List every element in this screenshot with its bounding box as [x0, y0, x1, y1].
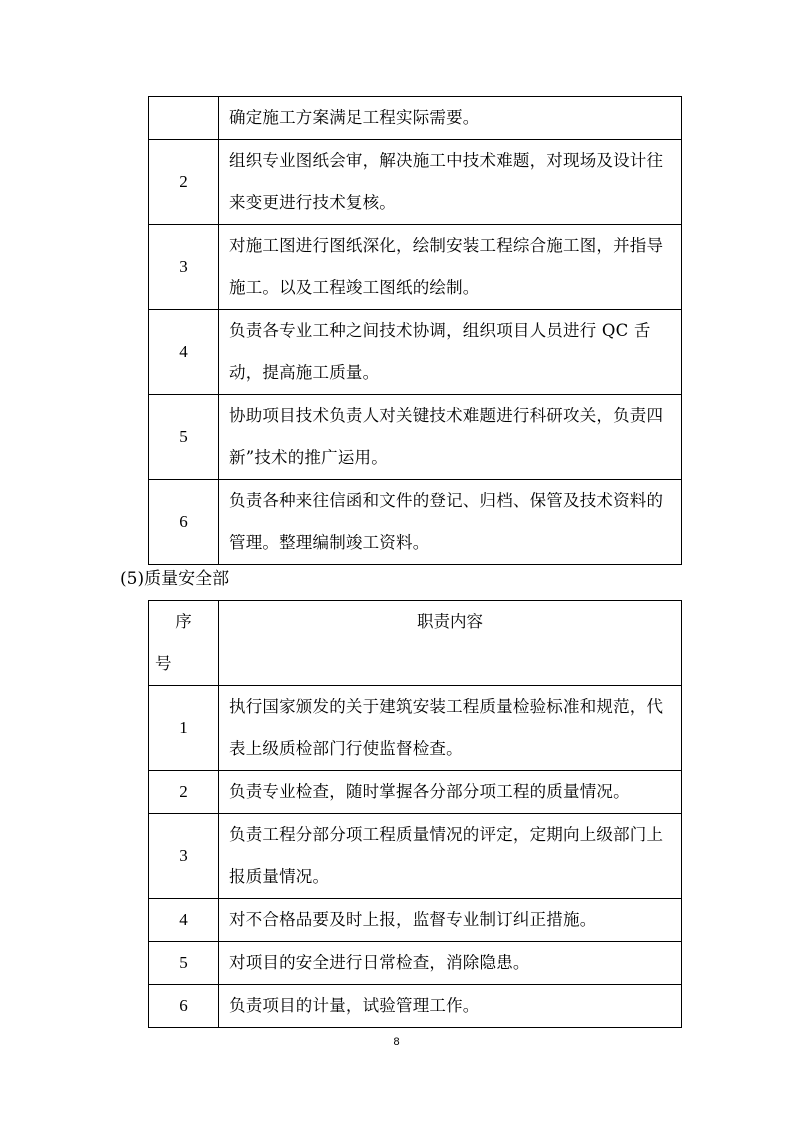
row-number: 5	[149, 942, 219, 985]
row-number: 1	[149, 686, 219, 771]
row-content: 负责项目的计量，试验管理工作。	[219, 985, 682, 1028]
row-number: 3	[149, 225, 219, 310]
row-content: 组织专业图纸会审，解决施工中技术难题，对现场及设计往来变更进行技术复核。	[219, 140, 682, 225]
row-number: 5	[149, 395, 219, 480]
row-content: 负责各种来往信函和文件的登记、归档、保管及技术资料的 管理。整理编制竣工资料。	[219, 480, 682, 565]
row-content: 负责专业检查，随时掌握各分部分项工程的质量情况。	[219, 771, 682, 814]
table-header-row	[149, 601, 682, 686]
row-number: 4	[149, 899, 219, 942]
header-number	[149, 601, 219, 686]
table-row	[149, 225, 682, 310]
row-number	[149, 97, 219, 140]
table-row	[149, 97, 682, 140]
header-number-line2: 号	[155, 654, 172, 673]
table-row	[149, 310, 682, 395]
table-row	[149, 814, 682, 899]
row-content: 负责工程分部分项工程质量情况的评定，定期向上级部门上报质量情况。	[219, 814, 682, 899]
row-number: 3	[149, 814, 219, 899]
quality-safety-table	[148, 600, 682, 1028]
row-content: 对不合格品要及时上报，监督专业制订纠正措施。	[219, 899, 682, 942]
row-content: 对项目的安全进行日常检查，消除隐患。	[219, 942, 682, 985]
page-number: 8	[393, 1036, 400, 1048]
row-number: 2	[149, 140, 219, 225]
row-number: 2	[149, 771, 219, 814]
row-content: 对施工图进行图纸深化，绘制安装工程综合施工图，并指导施工。以及工程竣工图纸的绘制。	[219, 225, 682, 310]
row-number: 6	[149, 985, 219, 1028]
row-content: 确定施工方案满足工程实际需要。	[219, 97, 682, 140]
section-title: (5)质量安全部	[120, 569, 230, 589]
table-row	[149, 899, 682, 942]
table-row	[149, 480, 682, 565]
row-number: 6	[149, 480, 219, 565]
table-row	[149, 140, 682, 225]
row-content: 协助项目技术负责人对关键技术难题进行科研攻关，负责四新”技术的推广运用。	[219, 395, 682, 480]
tech-duties-table	[148, 96, 682, 565]
table-row	[149, 395, 682, 480]
row-number: 4	[149, 310, 219, 395]
row-content: 负责各专业工种之间技术协调，组织项目人员进行 QC 舌动，提高施工质量。	[219, 310, 682, 395]
row-content: 执行国家颁发的关于建筑安装工程质量检验标准和规范，代表上级质检部门行使监督检查。	[219, 686, 682, 771]
table-row	[149, 771, 682, 814]
header-content: 职责内容	[219, 601, 682, 686]
header-number-line1: 序	[175, 612, 192, 631]
table-row	[149, 686, 682, 771]
table-row	[149, 942, 682, 985]
table-row	[149, 985, 682, 1028]
